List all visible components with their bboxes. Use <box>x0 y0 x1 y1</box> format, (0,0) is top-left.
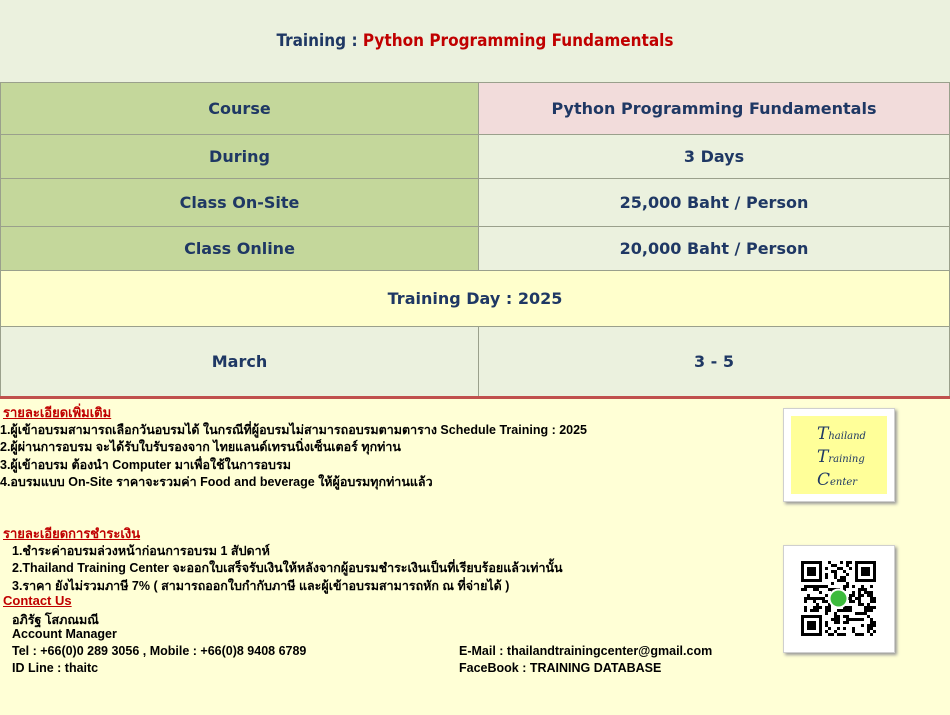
row-label-online: Class Online <box>1 227 479 271</box>
table-row <box>1 179 950 227</box>
contact-name: อภิรัฐ โสภณมณี <box>12 613 99 627</box>
contact-tel: Tel : +66(0)0 289 3056 , Mobile : +66(0)8 9408 6789 <box>12 644 307 658</box>
title-course-name: Python Programming Fundamentals <box>362 31 674 51</box>
row-value-course: Python Programming Fundamentals <box>479 83 950 135</box>
schedule-dates: 3 - 5 <box>479 327 950 397</box>
contact-heading: Contact Us <box>3 593 72 608</box>
details-item: 2.ผู้ผ่านการอบรม จะได้รับใบรับรองจาก ไทยแลนด์เทรนนิ่งเซ็นเตอร์ ทุกท่าน <box>0 440 401 454</box>
title-label: Training : <box>276 31 358 51</box>
details-item: 4.อบรมแบบ On-Site ราคาจะรวมค่า Food and beverage ให้ผู้อบรมทุกท่านแล้ว <box>0 475 433 489</box>
row-label-course: Course <box>1 83 479 135</box>
company-logo: Thailand Training Center <box>783 408 895 502</box>
line-qr-code <box>783 545 895 653</box>
contact-facebook: FaceBook : TRAINING DATABASE <box>459 661 662 675</box>
qr-code-icon <box>784 546 894 652</box>
table-row <box>1 271 950 327</box>
row-value-during: 3 Days <box>479 135 950 179</box>
contact-position: Account Manager <box>12 627 117 641</box>
payment-item: 3.ราคา ยังไม่รวมภาษี 7% ( สามารถออกใบกำกับภาษี และผู้เข้าอบรมสามารถหัก ณ ที่จ่ายได้ ) <box>12 579 510 593</box>
row-label-during: During <box>1 135 479 179</box>
row-value-online: 20,000 Baht / Person <box>479 227 950 271</box>
payment-item: 2.Thailand Training Center จะออกใบเสร็จรับเงินให้หลังจากผู้อบรมชำระเงินเป็นที่เรียบร้อยแล้วเท่านั้น <box>12 561 563 575</box>
table-row <box>1 135 950 179</box>
payment-item: 1.ชำระค่าอบรมล่วงหน้าก่อนการอบรม 1 สัปดาห์ <box>12 544 270 558</box>
course-info-table <box>0 82 950 397</box>
payment-heading: รายละเอียดการชำระเงิน <box>3 526 141 541</box>
details-item: 3.ผู้เข้าอบรม ต้องนำ Computer มาเพื่อใช้ในการอบรม <box>0 458 291 472</box>
divider <box>0 396 950 399</box>
training-day-heading: Training Day : 2025 <box>1 271 950 327</box>
contact-id-line: ID Line : thaitc <box>12 661 99 675</box>
table-row <box>1 227 950 271</box>
table-row <box>1 327 950 397</box>
table-row <box>1 83 950 135</box>
details-heading: รายละเอียดเพิ่มเติม <box>3 405 112 420</box>
row-label-onsite: Class On-Site <box>1 179 479 227</box>
contact-email: E-Mail : thailandtrainingcenter@gmail.com <box>459 644 713 658</box>
schedule-month: March <box>1 327 479 397</box>
row-value-onsite: 25,000 Baht / Person <box>479 179 950 227</box>
page-title <box>0 0 950 82</box>
details-item: 1.ผู้เข้าอบรมสามารถเลือกวันอบรมได้ ในกรณีที่ผู้อบรมไม่สามารถอบรมตามตาราง Schedule Training : 2025 <box>0 423 588 437</box>
